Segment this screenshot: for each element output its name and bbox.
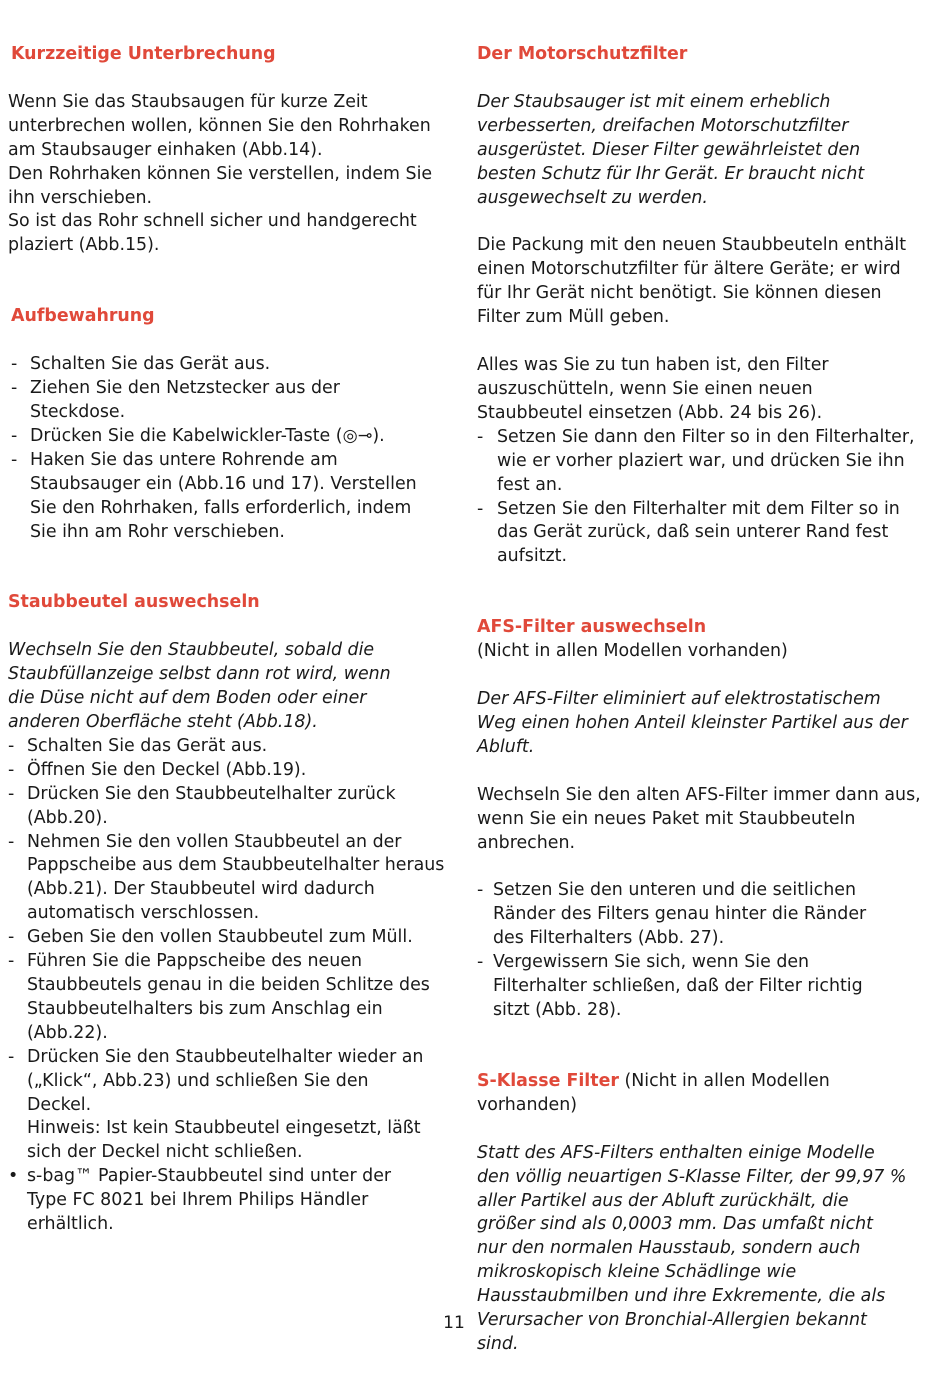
list-item: - Geben Sie den vollen Staubbeutel zum Müll. [8,927,413,948]
text-line: Den Rohrhaken können Sie verstellen, indem Sie [8,163,433,184]
heading-afs-filter: AFS-Filter auswechseln [477,617,707,638]
list-item: - Vergewissern Sie sich, wenn Sie den Filterhalter schließen, daß der Filter richtig sitzt (Abb. 28). [477,952,863,1020]
list-item: - Schalten Sie das Gerät aus. [8,735,268,756]
list-item: - Setzen Sie den unteren und die seitlichen Ränder des Filters genau hinter die Ränder des Filterhalters (Abb. 27). [477,880,867,949]
list-item: - Setzen Sie dann den Filter so in den Filterhalter, wie er vorher plaziert war, und drücken Sie ihn fest an. [477,426,915,495]
list-aufbewahrung [8,353,458,544]
list-item: - Drücken Sie die Kabelwickler-Taste (◎⊸). [11,425,385,446]
text-line: So ist das Rohr schnell sicher und handgerecht [8,211,417,232]
subheading-afs-filter: (Nicht in allen Modellen vorhanden) [477,641,788,662]
list-motorschutzfilter [477,426,922,569]
heading-staubbeutel-auswechseln: Staubbeutel auswechseln [8,592,260,613]
heading-kurzzeitige-unterbrechung: Kurzzeitige Unterbrechung [11,44,276,64]
left-column [8,0,458,1237]
heading-motorschutzfilter: Der Motorschutzfilter [477,44,688,64]
intro-staubbeutel: Wechseln Sie den Staubbeutel, sobald die Staubfüllanzeige selbst dann rot wird, wenn die Düse nicht auf dem Boden oder einer anderen Oberfläche steht (Abb.18). [8,640,391,733]
paragraph-unterbrechung [8,91,458,258]
list-item: - Ziehen Sie den Netzstecker aus der Steckdose. [11,378,340,422]
list-item: - Führen Sie die Pappscheibe des neuen Staubbeutels genau in die beiden Schlitze des Staubbeutelhalters bis zum Anschlag ein (Abb.22). [8,951,430,1043]
intro-afs-filter: Der AFS-Filter eliminiert auf elektrostatischem Weg einen hohen Anteil kleinster Partikel aus der Abluft. [477,689,908,757]
list-item: - Drücken Sie den Staubbeutelhalter zurück (Abb.20). [8,783,396,828]
paragraph-filter-ausschuetteln: Alles was Sie zu tun haben ist, den Filter auszuschütteln, wenn Sie einen neuen Staubbeutel einsetzen (Abb. 24 bis 26). [477,355,829,423]
list-item: - Drücken Sie den Staubbeutelhalter wieder an („Klick“, Abb.23) und schließen Sie den Deckel. [8,1046,424,1115]
list-item: • s-bag™ Papier-Staubbeutel sind unter der Type FC 8021 bei Ihrem Philips Händler erhältlich. [8,1166,392,1235]
list-item: - Schalten Sie das Gerät aus. [11,354,271,375]
paragraph-packung: Die Packung mit den neuen Staubbeuteln enthält einen Motorschutzfilter für ältere Geräte; er wird für Ihr Gerät nicht benötigt. Sie können diesen Filter zum Müll geben. [477,235,907,328]
list-item: - Öffnen Sie den Deckel (Abb.19). [8,759,307,780]
heading-s-klasse-filter: S-Klasse Filter (Nicht in allen Modellen vorhanden) [477,1070,830,1115]
text-line: am Staubsauger einhaken (Abb.14). [8,139,323,160]
text-line: unterbrechen wollen, können Sie den Rohrhaken [8,115,431,136]
list-item-note: Hinweis: Ist kein Staubbeutel eingesetzt, läßt sich der Deckel nicht schließen. [27,1118,421,1163]
text-line: Wenn Sie das Staubsaugen für kurze Zeit [8,91,368,112]
list-item: - Haken Sie das untere Rohrende am Staubsauger ein (Abb.16 und 17). Verstellen Sie den Rohrhaken, falls erforderlich, indem Sie ihn am Rohr verschieben. [11,449,417,542]
right-column [477,0,922,1357]
page-number: 11 [443,1313,465,1333]
list-item: - Nehmen Sie den vollen Staubbeutel an der Pappscheibe aus dem Staubbeutelhalter heraus (Abb.21). Der Staubbeutel wird dadurch automatisch verschlossen. [8,831,445,924]
heading-aufbewahrung: Aufbewahrung [11,306,155,327]
list-afs-filter [477,879,922,1022]
intro-motorschutzfilter: Der Staubsauger ist mit einem erheblich verbesserten, dreifachen Motorschutzfilter ausgerüstet. Dieser Filter gewährleistet den besten Schutz für Ihr Gerät. Er braucht nicht ausgewechselt zu werden. [477,91,865,208]
list-staubbeutel [8,735,458,1237]
text-line: plaziert (Abb.15). [8,235,160,256]
intro-s-klasse-filter: Statt des AFS-Filters enthalten einige Modelle den völlig neuartigen S-Klasse Filter, der 99,97 % aller Partikel aus der Abluft zurückhält, die größer sind als 0,0003 mm. Das umfaßt nicht nur den normalen Hausstaub, sondern auch mikroskopisch kleine Schädlinge wie Hausstaubmilben und ihre Exkremente, die als Verursacher von Bronchial-Allergien bekannt sind. [477,1142,907,1354]
list-item: - Setzen Sie den Filterhalter mit dem Filter so in das Gerät zurück, daß sein unterer Rand fest aufsitzt. [477,498,900,567]
paragraph-afs-wechseln: Wechseln Sie den alten AFS-Filter immer dann aus, wenn Sie ein neues Paket mit Staubbeuteln anbrechen. [477,784,921,853]
text-line: ihn verschieben. [8,187,153,208]
